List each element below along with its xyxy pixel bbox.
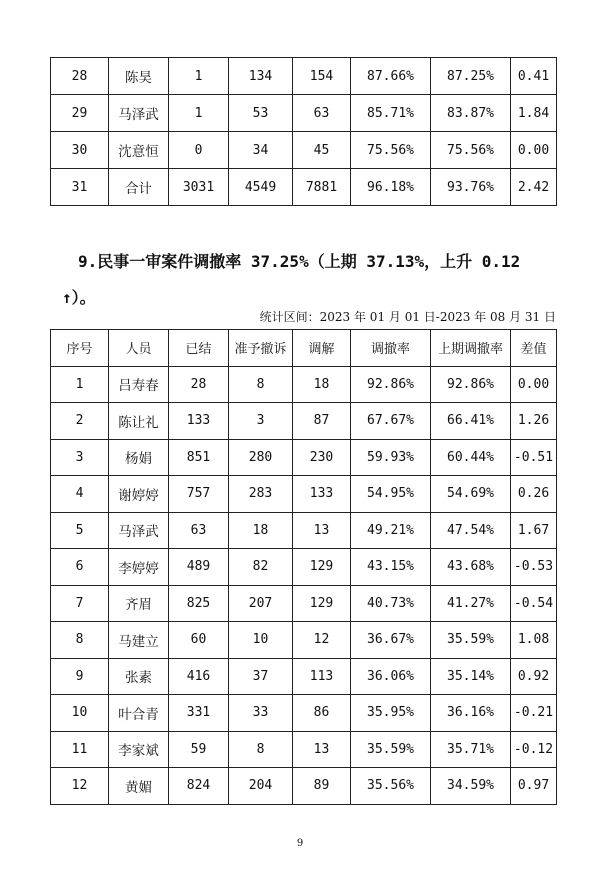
cell-prev-rate: 35.59%	[431, 622, 511, 659]
table-row	[51, 585, 557, 622]
cell-person: 马泽武	[109, 512, 169, 549]
cell-prev-rate: 34.59%	[431, 768, 511, 805]
cell-diff: -0.54	[511, 585, 557, 622]
cell-withdrawn: 53	[229, 95, 293, 132]
cell-rate: 35.56%	[351, 768, 431, 805]
cell-prev-rate: 83.87%	[431, 95, 511, 132]
cell-seq: 10	[51, 695, 109, 732]
continued-ranking-table	[50, 57, 557, 206]
cell-diff: 0.97	[511, 768, 557, 805]
cell-rate: 87.66%	[351, 58, 431, 95]
cell-diff: 1.84	[511, 95, 557, 132]
header-person: 人员	[109, 330, 169, 367]
cell-rate: 35.95%	[351, 695, 431, 732]
cell-closed: 0	[169, 132, 229, 169]
cell-prev-rate: 47.54%	[431, 512, 511, 549]
cell-person: 马建立	[109, 622, 169, 659]
cell-rate: 85.71%	[351, 95, 431, 132]
cell-withdrawn: 207	[229, 585, 293, 622]
cell-closed: 331	[169, 695, 229, 732]
cell-withdrawn: 34	[229, 132, 293, 169]
cell-closed: 1	[169, 95, 229, 132]
cell-mediated: 13	[293, 512, 351, 549]
cell-prev-rate: 35.71%	[431, 731, 511, 768]
cell-withdrawn: 204	[229, 768, 293, 805]
cell-closed: 825	[169, 585, 229, 622]
cell-mediated: 12	[293, 622, 351, 659]
cell-prev-rate: 36.16%	[431, 695, 511, 732]
cell-withdrawn: 33	[229, 695, 293, 732]
cell-mediated: 154	[293, 58, 351, 95]
cell-mediated: 86	[293, 695, 351, 732]
table-row	[51, 768, 557, 805]
cell-rate: 92.86%	[351, 366, 431, 403]
cell-rate: 75.56%	[351, 132, 431, 169]
cell-mediated: 133	[293, 476, 351, 513]
cell-closed: 3031	[169, 169, 229, 206]
cell-mediated: 129	[293, 585, 351, 622]
section-heading-line2: ↑）。	[62, 288, 96, 307]
cell-rate: 36.67%	[351, 622, 431, 659]
cell-seq: 31	[51, 169, 109, 206]
cell-person: 沈意恒	[109, 132, 169, 169]
header-prev-rate: 上期调撤率	[431, 330, 511, 367]
cell-closed: 59	[169, 731, 229, 768]
cell-mediated: 18	[293, 366, 351, 403]
cell-closed: 489	[169, 549, 229, 586]
cell-mediated: 7881	[293, 169, 351, 206]
table-row	[51, 403, 557, 440]
header-seq: 序号	[51, 330, 109, 367]
cell-prev-rate: 43.68%	[431, 549, 511, 586]
cell-rate: 35.59%	[351, 731, 431, 768]
cell-withdrawn: 37	[229, 658, 293, 695]
cell-rate: 43.15%	[351, 549, 431, 586]
cell-prev-rate: 66.41%	[431, 403, 511, 440]
cell-diff: -0.21	[511, 695, 557, 732]
cell-diff: 0.26	[511, 476, 557, 513]
cell-seq: 30	[51, 132, 109, 169]
header-closed: 已结	[169, 330, 229, 367]
cell-diff: 2.42	[511, 169, 557, 206]
cell-closed: 851	[169, 439, 229, 476]
cell-person: 张素	[109, 658, 169, 695]
cell-rate: 96.18%	[351, 169, 431, 206]
header-rate: 调撤率	[351, 330, 431, 367]
cell-closed: 60	[169, 622, 229, 659]
table-row	[51, 58, 557, 95]
table-row	[51, 512, 557, 549]
section-heading-line1: 9.民事一审案件调撤率 37.25%（上期 37.13%，上升 0.12	[78, 252, 521, 271]
table-row	[51, 132, 557, 169]
table-row	[51, 731, 557, 768]
cell-seq: 5	[51, 512, 109, 549]
cell-seq: 12	[51, 768, 109, 805]
table-header-row	[51, 330, 557, 367]
cell-prev-rate: 60.44%	[431, 439, 511, 476]
cell-rate: 59.93%	[351, 439, 431, 476]
cell-seq: 7	[51, 585, 109, 622]
cell-diff: 1.08	[511, 622, 557, 659]
section-heading	[62, 244, 558, 316]
table-row	[51, 95, 557, 132]
cell-diff: -0.53	[511, 549, 557, 586]
mediation-withdrawal-rate-table	[50, 329, 557, 805]
cell-diff: 0.00	[511, 132, 557, 169]
table-row	[51, 439, 557, 476]
cell-closed: 1	[169, 58, 229, 95]
cell-person: 李家斌	[109, 731, 169, 768]
cell-closed: 824	[169, 768, 229, 805]
cell-withdrawn: 280	[229, 439, 293, 476]
cell-diff: 1.67	[511, 512, 557, 549]
cell-mediated: 129	[293, 549, 351, 586]
cell-withdrawn: 3	[229, 403, 293, 440]
cell-closed: 133	[169, 403, 229, 440]
cell-seq: 1	[51, 366, 109, 403]
page-number: 9	[296, 838, 304, 849]
cell-prev-rate: 93.76%	[431, 169, 511, 206]
cell-closed: 63	[169, 512, 229, 549]
cell-mediated: 230	[293, 439, 351, 476]
cell-withdrawn: 8	[229, 731, 293, 768]
cell-person: 齐眉	[109, 585, 169, 622]
table-row	[51, 549, 557, 586]
cell-withdrawn: 10	[229, 622, 293, 659]
cell-diff: 0.00	[511, 366, 557, 403]
cell-diff: 1.26	[511, 403, 557, 440]
cell-closed: 757	[169, 476, 229, 513]
cell-rate: 67.67%	[351, 403, 431, 440]
cell-mediated: 87	[293, 403, 351, 440]
table-row	[51, 476, 557, 513]
cell-mediated: 45	[293, 132, 351, 169]
cell-person: 合计	[109, 169, 169, 206]
header-diff: 差值	[511, 330, 557, 367]
cell-person: 黄媚	[109, 768, 169, 805]
cell-person: 陈昊	[109, 58, 169, 95]
cell-mediated: 113	[293, 658, 351, 695]
cell-seq: 3	[51, 439, 109, 476]
cell-withdrawn: 8	[229, 366, 293, 403]
cell-person: 杨娟	[109, 439, 169, 476]
table-row	[51, 658, 557, 695]
cell-rate: 40.73%	[351, 585, 431, 622]
table-row	[51, 366, 557, 403]
cell-mediated: 63	[293, 95, 351, 132]
cell-person: 谢婷婷	[109, 476, 169, 513]
cell-rate: 36.06%	[351, 658, 431, 695]
cell-seq: 4	[51, 476, 109, 513]
cell-person: 陈让礼	[109, 403, 169, 440]
cell-prev-rate: 75.56%	[431, 132, 511, 169]
cell-seq: 11	[51, 731, 109, 768]
cell-seq: 29	[51, 95, 109, 132]
header-mediated: 调解	[293, 330, 351, 367]
cell-seq: 6	[51, 549, 109, 586]
cell-mediated: 13	[293, 731, 351, 768]
cell-person: 叶合青	[109, 695, 169, 732]
cell-person: 吕寿春	[109, 366, 169, 403]
cell-diff: 0.41	[511, 58, 557, 95]
cell-person: 李婷婷	[109, 549, 169, 586]
header-withdrawn: 准予撤诉	[229, 330, 293, 367]
cell-prev-rate: 54.69%	[431, 476, 511, 513]
cell-withdrawn: 283	[229, 476, 293, 513]
cell-seq: 28	[51, 58, 109, 95]
cell-closed: 416	[169, 658, 229, 695]
cell-withdrawn: 4549	[229, 169, 293, 206]
cell-seq: 8	[51, 622, 109, 659]
cell-prev-rate: 41.27%	[431, 585, 511, 622]
statistics-range: 统计区间：2023 年 01 月 01 日-2023 年 08 月 31 日	[259, 310, 556, 324]
cell-seq: 2	[51, 403, 109, 440]
cell-withdrawn: 134	[229, 58, 293, 95]
cell-person: 马泽武	[109, 95, 169, 132]
cell-mediated: 89	[293, 768, 351, 805]
table-row	[51, 169, 557, 206]
cell-closed: 28	[169, 366, 229, 403]
cell-rate: 49.21%	[351, 512, 431, 549]
cell-diff: 0.92	[511, 658, 557, 695]
cell-withdrawn: 18	[229, 512, 293, 549]
cell-withdrawn: 82	[229, 549, 293, 586]
cell-seq: 9	[51, 658, 109, 695]
cell-rate: 54.95%	[351, 476, 431, 513]
cell-prev-rate: 35.14%	[431, 658, 511, 695]
table-row	[51, 695, 557, 732]
cell-diff: -0.12	[511, 731, 557, 768]
cell-diff: -0.51	[511, 439, 557, 476]
cell-prev-rate: 87.25%	[431, 58, 511, 95]
cell-prev-rate: 92.86%	[431, 366, 511, 403]
table-row	[51, 622, 557, 659]
